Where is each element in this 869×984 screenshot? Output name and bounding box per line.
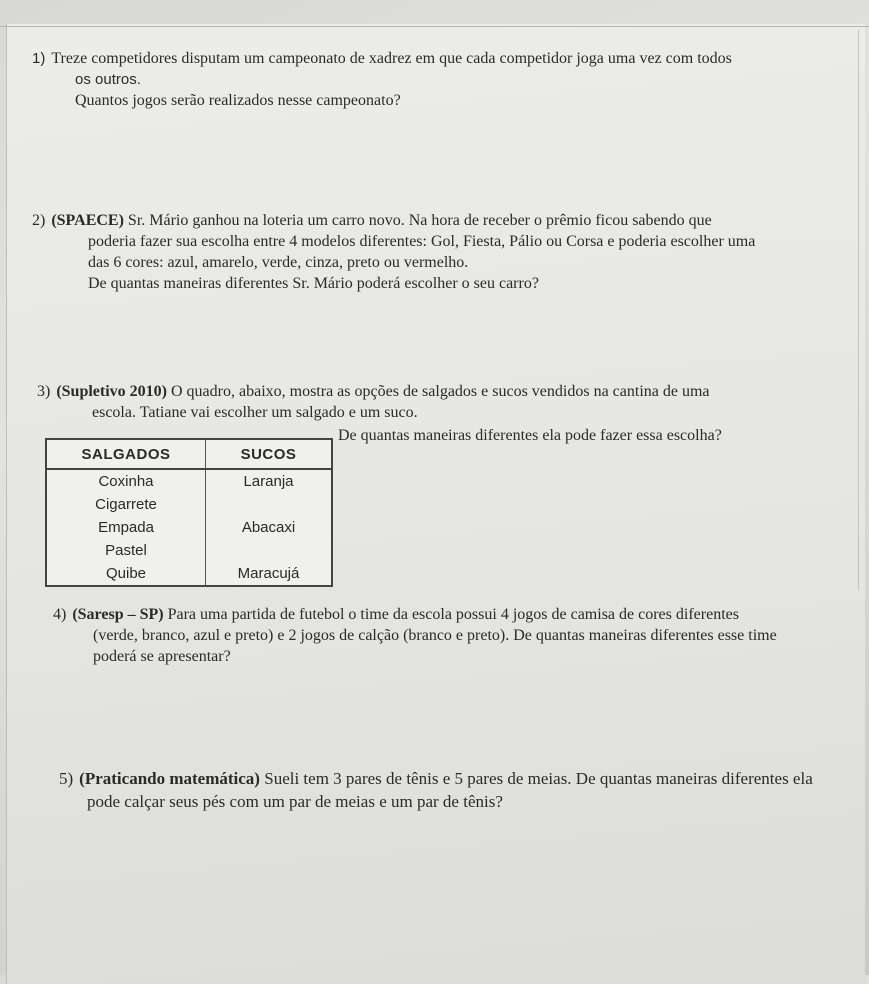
question-4-line-3: poderá se apresentar? (93, 648, 231, 665)
page-top-rule (0, 26, 869, 27)
question-3 (37, 381, 710, 423)
table-row (46, 469, 332, 493)
question-3-prompt: De quantas maneiras diferentes ela pode fazer essa escolha? (338, 427, 722, 444)
question-2-line-2: poderia fazer sua escolha entre 4 modelos diferentes: Gol, Fiesta, Pálio ou Corsa e poderia escolher uma (88, 233, 756, 250)
question-4 (53, 604, 777, 667)
question-2-number: 2) (32, 212, 46, 229)
question-5-line-1 (59, 767, 813, 790)
suco-cell: Laranja (206, 469, 333, 493)
cantina-options-table (45, 438, 333, 587)
table-row (46, 562, 332, 586)
table-header-row (46, 439, 332, 469)
question-1-number: 1) (32, 50, 46, 67)
header-sucos: SUCOS (206, 439, 333, 469)
header-salgados: SALGADOS (46, 439, 206, 469)
question-2-source: (SPAECE) (51, 212, 124, 229)
question-1-prompt: Quantos jogos serão realizados nesse campeonato? (75, 92, 401, 109)
question-3-text: O quadro, abaixo, mostra as opções de salgados e sucos vendidos na cantina de uma (171, 383, 710, 400)
question-2-line-3: das 6 cores: azul, amarelo, verde, cinza, preto ou vermelho. (88, 254, 469, 271)
table-row (46, 516, 332, 539)
question-2-line-1 (32, 210, 755, 231)
question-1 (32, 48, 732, 111)
question-4-number: 4) (53, 606, 67, 623)
question-1-line-1 (32, 48, 732, 69)
question-3-source: (Supletivo 2010) (56, 383, 167, 400)
table-row (46, 539, 332, 562)
salgado-cell: Cigarrete (46, 493, 206, 516)
question-5 (59, 767, 813, 813)
salgado-cell: Quibe (46, 562, 206, 586)
question-4-text: Para uma partida de futebol o time da escola possui 4 jogos de camisa de cores diferentes (167, 606, 739, 623)
question-3-number: 3) (37, 383, 51, 400)
question-5-line-2: pode calçar seus pés com um par de meias e um par de tênis? (87, 792, 503, 811)
suco-cell: Abacaxi (206, 516, 333, 539)
suco-cell (206, 539, 333, 562)
question-2 (32, 210, 755, 294)
salgado-cell: Pastel (46, 539, 206, 562)
question-4-line-2: (verde, branco, azul e preto) e 2 jogos de calção (branco e preto). De quantas maneiras diferentes esse time (93, 627, 777, 644)
question-3-line-2: escola. Tatiane vai escolher um salgado e um suco. (92, 404, 418, 421)
question-3-line-1 (37, 381, 710, 402)
question-2-text: Sr. Mário ganhou na loteria um carro novo. Na hora de receber o prêmio ficou sabendo que (127, 212, 712, 229)
suco-cell (206, 493, 333, 516)
suco-cell: Maracujá (206, 562, 333, 586)
question-4-line-1 (53, 604, 777, 625)
question-4-source: (Saresp – SP) (72, 606, 164, 623)
page-right-margin-line (858, 30, 859, 590)
question-5-source: (Praticando matemática) (79, 769, 260, 788)
question-5-number: 5) (59, 769, 74, 788)
table-row (46, 493, 332, 516)
salgado-cell: Empada (46, 516, 206, 539)
question-2-prompt: De quantas maneiras diferentes Sr. Mário poderá escolher o seu carro? (88, 275, 539, 292)
question-5-text: Sueli tem 3 pares de tênis e 5 pares de meias. De quantas maneiras diferentes ela (264, 769, 813, 788)
salgado-cell: Coxinha (46, 469, 206, 493)
question-1-line-2: os outros. (75, 71, 141, 88)
question-1-text: Treze competidores disputam um campeonato de xadrez em que cada competidor joga uma vez com todos (51, 50, 732, 67)
